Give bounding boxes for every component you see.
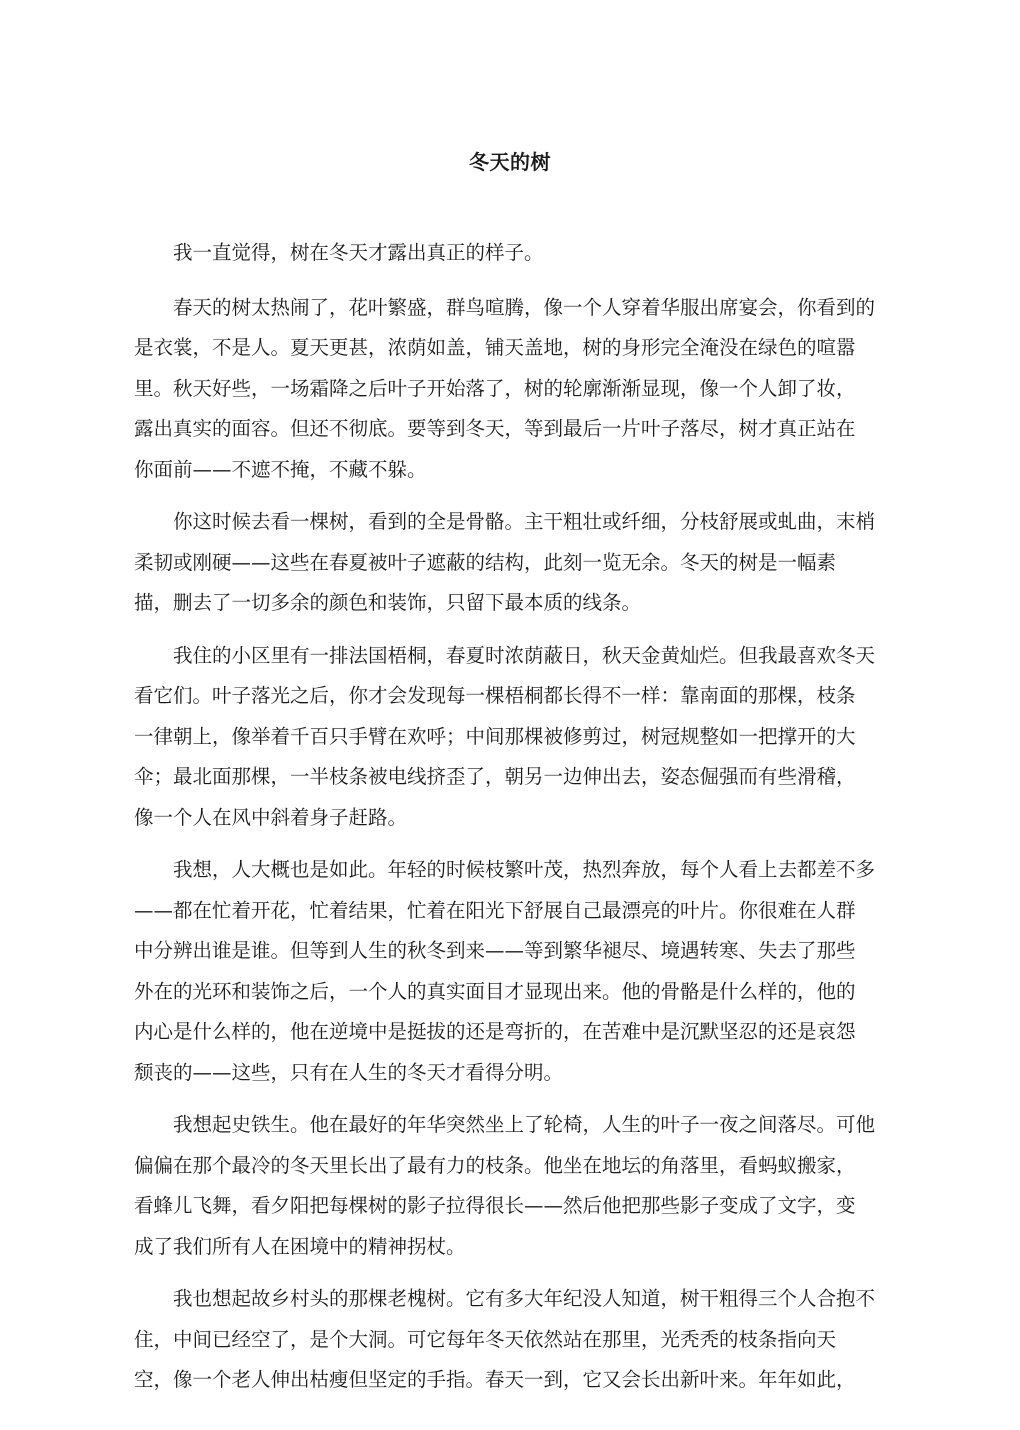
paragraph-3: 你这时候去看一棵树，看到的全是骨骼。主干粗壮或纤细，分枝舒展或虬曲，末梢 柔韧或刚硬——这些在春夏被叶子遮蔽的结构，此刻一览无余。冬天的树是一幅素 描，删去了一切多余的颜色和装饰，只留下最本质的线条。 — [134, 510, 876, 614]
paragraph-7: 我也想起故乡村头的那棵老槐树。它有多大年纪没人知道，树干粗得三个人合抱不 住，中间已经空了，是个大洞。可它每年冬天依然站在那里，光秃秃的枝条指向天 空，像一个老人伸出枯瘦但坚定的手指。春天一到，它又会长出新叶来。年年如此， — [134, 1287, 876, 1391]
document-title: 冬天的树 — [469, 150, 551, 174]
paragraph-6: 我想起史铁生。他在最好的年华突然坐上了轮椅，人生的叶子一夜之间落尽。可他 偏偏在那个最冷的冬天里长出了最有力的枝条。他坐在地坛的角落里，看蚂蚁搬家， 看蜂儿飞舞，看夕阳把每棵树的影子拉得很长——然后他把那些影子变成了文字，变 成了我们所有人在困境中的精神拐杖。 — [134, 1113, 876, 1258]
paragraph-1: 我一直觉得，树在冬天才露出真正的样子。 — [173, 241, 544, 264]
paragraph-4: 我住的小区里有一排法国梧桐，春夏时浓荫蔽日，秋天金黄灿烂。但我最喜欢冬天 看它们。叶子落光之后，你才会发现每一棵梧桐都长得不一样：靠南面的那棵，枝条 一律朝上，像举着千百只手臂在欢呼；中间那棵被修剪过，树冠规整如一把撑开的大 伞；最北面那棵，一半枝条被电线挤歪了，朝另一边伸出去，姿态倔强而有些滑稽， 像一个人在风中斜着身子赶路。 — [134, 643, 876, 829]
paragraph-2: 春天的树太热闹了，花叶繁盛，群鸟喧腾，像一个人穿着华服出席宴会，你看到的 是衣裳，不是人。夏天更甚，浓荫如盖，铺天盖地，树的身形完全淹没在绿色的喧嚣 里。秋天好些，一场霜降之后叶子开始落了，树的轮廓渐渐显现，像一个人卸了妆， 露出真实的面容。但还不彻底。要等到冬天，等到最后一片叶子落尽，树才真正站在 你面前——不遮不掩，不藏不躲。 — [134, 295, 876, 481]
paragraph-5: 我想，人大概也是如此。年轻的时候枝繁叶茂，热烈奔放，每个人看上去都差不多 ——都在忙着开花，忙着结果，忙着在阳光下舒展自己最漂亮的叶片。你很难在人群 中分辨出谁是谁。但等到人生的秋冬到来——等到繁华褪尽、境遇转寒、失去了那些 外在的光环和装饰之后，一个人的真实面目才显现出来。他的骨骼是什么样的，他的 内心是什么样的，他在逆境中是挺拔的还是弯折的，在苦难中是沉默坚忍的还是哀怨 颓丧的——这些，只有在人生的冬天才看得分明。 — [134, 858, 876, 1084]
document-body — [134, 233, 888, 1413]
